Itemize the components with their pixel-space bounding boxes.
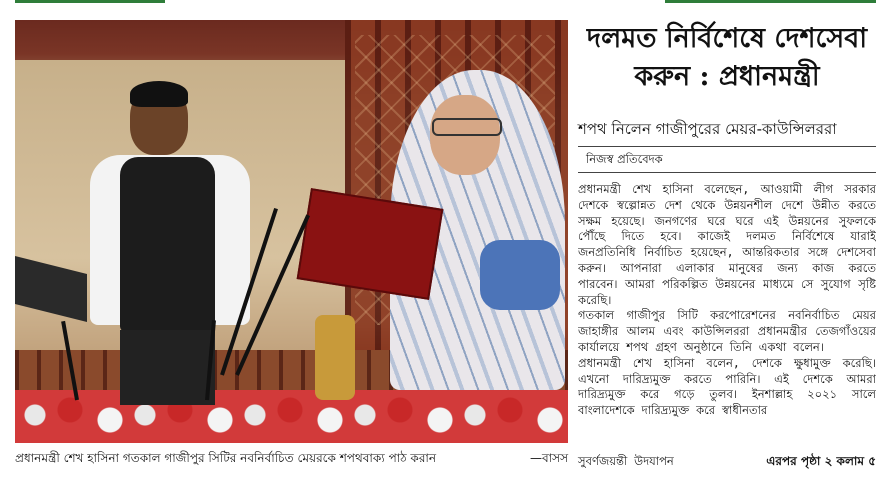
- news-photo: [15, 20, 568, 443]
- headline-line-1: দলমত নির্বিশেষে দেশসেবা: [586, 23, 868, 54]
- photo-caption-text: প্রধানমন্ত্রী শেখ হাসিনা গতকাল গাজীপুর সিটির নবনির্বাচিত মেয়রকে শপথবাক্য পাঠ করান: [15, 451, 437, 465]
- article-last-row: [578, 453, 876, 473]
- headline: [578, 20, 876, 96]
- divider-rule: [578, 172, 876, 173]
- top-rule-left: [15, 0, 165, 3]
- article-body: [578, 182, 876, 442]
- photo-caption: [15, 450, 568, 470]
- article-paragraph: গতকাল গাজীপুর সিটি করপোরেশনের নবনির্বাচিত মেয়র জাহাঙ্গীর আলম এবং কাউন্সিলররা প্রধানমন্ত্রীর তেজগাঁওয়ের কার্যালয়ে শপথ গ্রহণ অনুষ্ঠানে তিনি একথা বলেন।: [578, 308, 876, 354]
- top-rule-right: [665, 0, 876, 3]
- byline: নিজস্ব প্রতিবেদক: [586, 152, 663, 166]
- article-paragraph: প্রধানমন্ত্রী শেখ হাসিনা বলেন, দেশকে ক্ষুধামুক্ত করেছি। এখনো দারিদ্র্যমুক্ত করতে পারিনি। এই দেশকে আমরা দারিদ্র্যমুক্ত করে গড়ে তুলব। ইনশাল্লাহ ২০২১ সালে বাংলাদেশকে দারিদ্র্যমুক্ত করে স্বাধীনতার: [578, 355, 876, 418]
- headline-line-2: করুন : প্রধানমন্ত্রী: [634, 61, 820, 92]
- photo-credit: —বাসস: [529, 451, 568, 465]
- photo-chair: [315, 315, 355, 400]
- article-last-line: সুবর্ণজয়ন্তী উদযাপন: [578, 454, 674, 468]
- continuation-note[interactable]: এরপর পৃষ্ঠা ২ কলাম ৫: [766, 454, 876, 468]
- subheadline: শপথ নিলেন গাজীপুরের মেয়র-কাউন্সিলররা: [578, 120, 837, 138]
- article-paragraph: প্রধানমন্ত্রী শেখ হাসিনা বলেছেন, আওয়ামী লীগ সরকার দেশকে স্বল্পোন্নত দেশ থেকে উন্নয়নশীল দেশে উন্নীত করতে সক্ষম হয়েছে। জনগণের ঘরে ঘরে এই উন্নয়নের সুফলকে পৌঁছে দিতে হবে। কাজেই দলমত নির্বিশেষে যারাই জনপ্রতিনিধি নির্বাচিত হয়েছেন, আন্তরিকতার সঙ্গে দেশসেবা করুন। আপনারা এলাকার মানুষের জন্য কাজ করতে পারবেন। আমরা পরিকল্পিত উন্নয়নের মাধ্যমে সে সুযোগ সৃষ্টি করেছি।: [578, 182, 876, 307]
- divider-rule: [578, 146, 876, 147]
